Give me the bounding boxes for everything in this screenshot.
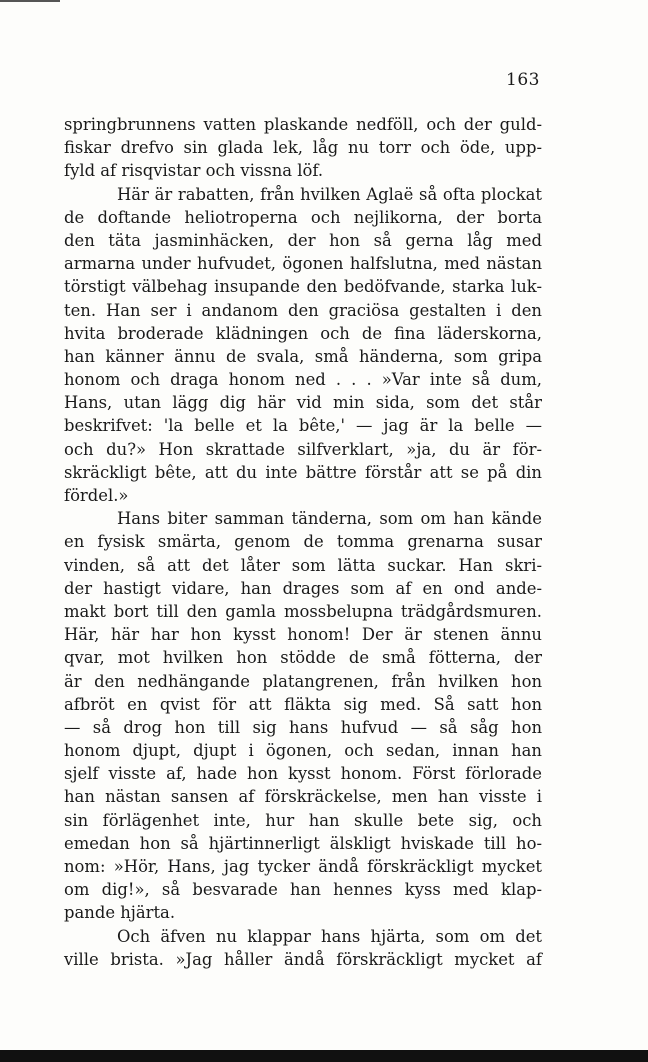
- text-line: ten. Han ser i andanom den graciösa gestalten i den: [64, 300, 542, 320]
- text-line: är den nedhängande platangrenen, från hvilken hon: [64, 671, 542, 691]
- text-line: vinden, så att det låter som lätta suckar. Han skri-: [64, 555, 542, 575]
- text-line: törstigt välbehag insupande den bedöfvande, starka luk-: [64, 277, 542, 297]
- text-line: pande hjärta.: [64, 903, 176, 923]
- text-line: de doftande heliotroperna och nejlikorna, der borta: [64, 207, 542, 227]
- text-line: fördel.»: [64, 486, 129, 505]
- text-line: honom djupt, djupt i ögonen, och sedan, innan han: [64, 741, 542, 761]
- text-line: der hastigt vidare, han drages som af en ond ande-: [64, 578, 542, 598]
- text-line: Och äfven nu klappar hans hjärta, som om det: [117, 926, 542, 946]
- text-line: Här, här har hon kysst honom! Der är stenen ännu: [64, 625, 542, 645]
- text-line: han känner ännu de svala, små händerna, som gripa: [64, 346, 542, 366]
- text-line: Här är rabatten, från hvilken Aglaë så ofta plockat: [117, 184, 542, 204]
- text-line: armarna under hufvudet, ögonen halfslutna, med nästan: [64, 254, 542, 274]
- text-line: qvar, mot hvilken hon stödde de små fötterna, der: [64, 648, 542, 668]
- text-line: nom: »Hör, Hans, jag tycker ändå förskräckligt mycket: [64, 857, 542, 876]
- text-line: beskrifvet: 'la belle et la bête,' — jag är la belle —: [64, 416, 542, 436]
- text-line: en fysisk smärta, genom de tomma grenarna susar: [64, 532, 542, 552]
- text-line: fyld af risqvistar och vissna löf.: [64, 161, 324, 181]
- text-line: makt bort till den gamla mossbelupna trädgårdsmuren.: [64, 601, 542, 621]
- text-line: hvita broderade klädningen och de fina läderskorna,: [64, 323, 542, 343]
- text-line: afbröt en qvist för att fläkta sig med. Så satt hon: [64, 694, 542, 714]
- text-line: skräckligt bête, att du inte bättre förstår att se på din: [64, 462, 542, 482]
- text-line: honom och draga honom ned . . . »Var inte så dum,: [64, 370, 542, 390]
- text-line: Hans biter samman tänderna, som om han kände: [117, 509, 542, 529]
- text-line: sjelf visste af, hade hon kysst honom. Först förlorade: [64, 764, 542, 784]
- text-line: Hans, utan lägg dig här vid min sida, som det står: [64, 393, 542, 413]
- text-line: om dig!», så besvarade han hennes kyss med klap-: [64, 880, 542, 900]
- text-line: och du?» Hon skrattade silfverklart, »ja, du är för-: [64, 439, 542, 459]
- page-number: 163: [506, 70, 540, 90]
- text-line: den täta jasminhäcken, der hon så gerna låg med: [64, 230, 542, 250]
- text-line: han nästan sansen af förskräckelse, men han visste i: [64, 787, 542, 807]
- text-line: fiskar drefvo sin glada lek, låg nu torr och öde, upp-: [64, 138, 542, 158]
- text-line: emedan hon så hjärtinnerligt älskligt hviskade till ho-: [64, 833, 542, 853]
- body-text: [64, 113, 542, 971]
- scan-edge-mark: [0, 0, 60, 2]
- scan-bottom-edge: [0, 1050, 648, 1062]
- text-line: ville brista. »Jag håller ändå förskräckligt mycket af: [64, 949, 542, 969]
- text-line: sin förlägenhet inte, hur han skulle bete sig, och: [64, 810, 542, 830]
- text-line: — så drog hon till sig hans hufvud — så såg hon: [64, 717, 542, 737]
- text-line: springbrunnens vatten plaskande nedföll, och der guld-: [64, 115, 542, 134]
